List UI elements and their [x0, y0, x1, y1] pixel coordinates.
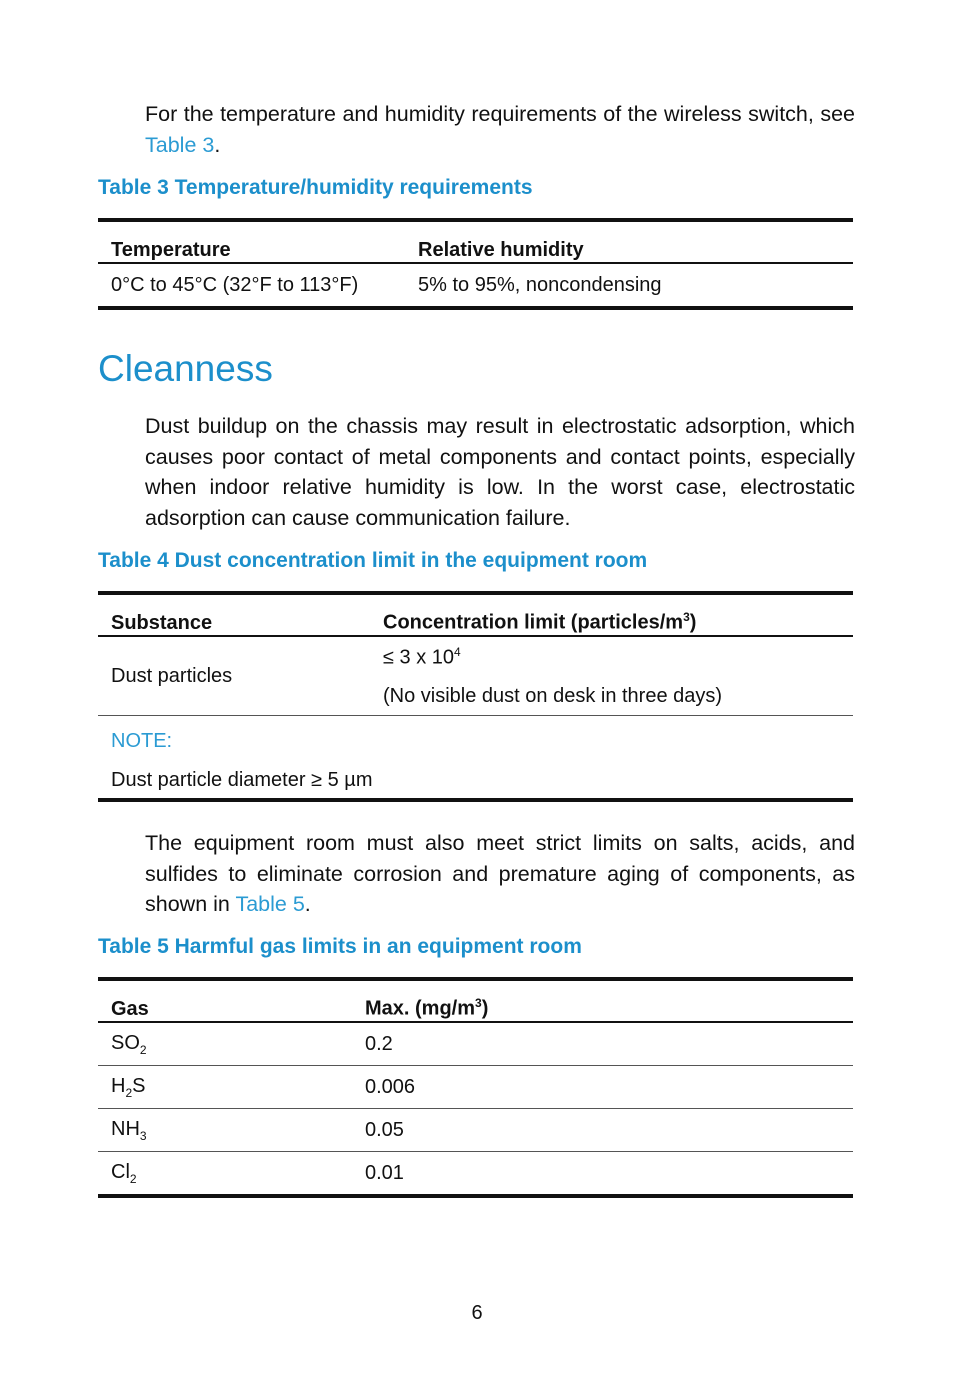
gas-limits-paragraph — [145, 828, 855, 920]
table-3-header-humidity: Relative humidity — [405, 220, 853, 263]
table-row — [98, 1066, 853, 1109]
gas-name: $NH_3$ — [98, 1109, 352, 1152]
table-row — [98, 1109, 853, 1152]
table-4-header-substance: Substance — [98, 593, 370, 636]
gas-value: 0.2 — [352, 1022, 853, 1066]
table-4-header-limit: Concentration limit $(particles/m^3)$ — [370, 593, 853, 636]
page-number: 6 — [471, 1302, 483, 1324]
table-3-cell-humidity: 5% to 95%, noncondensing — [418, 273, 662, 296]
table-5-caption: Table 5 Harmful gas limits in an equipment room — [98, 935, 582, 958]
table-5 — [98, 977, 853, 1198]
table-row — [98, 1022, 853, 1066]
intro-paragraph — [145, 99, 855, 160]
gas-value: 0.01 — [365, 1161, 404, 1184]
table-4-cell-substance: Dust particles — [98, 636, 370, 716]
gas-name: $H_2S$ — [98, 1066, 352, 1109]
intro-text: For the temperature and humidity requirements of the wireless switch, see — [145, 102, 855, 126]
table-3-caption: Table 3 Temperature/humidity requirements — [98, 176, 533, 199]
table-4-cell-limit-note: (No visible dust on desk in three days) — [370, 677, 853, 716]
table-4-cell-limit: ≤ 3 x $10^4$ — [383, 644, 461, 669]
para2-text: The equipment room must also meet strict limits on salts, acids, and sulfides to eliminate corrosion and premature aging of components, as shown in — [145, 831, 855, 916]
table-4-note-label: NOTE: — [111, 729, 173, 752]
gas-value: 0.006 — [352, 1066, 853, 1109]
para2-end: . — [304, 892, 311, 916]
gas-name: $SO_2$ — [98, 1022, 352, 1066]
gas-name: $Cl_2$ — [111, 1160, 137, 1186]
gas-value: 0.05 — [352, 1109, 853, 1152]
table-5-header-max: Max. $(mg/m^3)$ — [352, 979, 853, 1022]
intro-end: . — [214, 132, 221, 157]
section-title: Cleanness — [98, 348, 273, 389]
table-4 — [98, 591, 853, 802]
table-5-header-gas: Gas — [98, 979, 352, 1022]
table-row — [98, 1152, 853, 1197]
table-3 — [98, 218, 853, 310]
table-3-header-temperature: Temperature — [98, 220, 405, 263]
cleanness-paragraph: Dust buildup on the chassis may result in electrostatic adsorption, which causes poor contact of metal components and contact points, especially when indoor relative humidity is low. In the worst case, electrostatic adsorption can cause communication failure. — [145, 414, 855, 530]
table-3-cell-temperature: 0°C to 45°C (32°F to 113°F) — [111, 273, 359, 296]
table-5-link[interactable]: Table 5 — [235, 892, 305, 916]
table-4-note-text: Dust particle diameter ≥ 5 µm — [111, 768, 373, 791]
table-4-caption: Table 4 Dust concentration limit in the equipment room — [98, 549, 648, 572]
table-3-link[interactable]: Table 3 — [145, 132, 215, 157]
